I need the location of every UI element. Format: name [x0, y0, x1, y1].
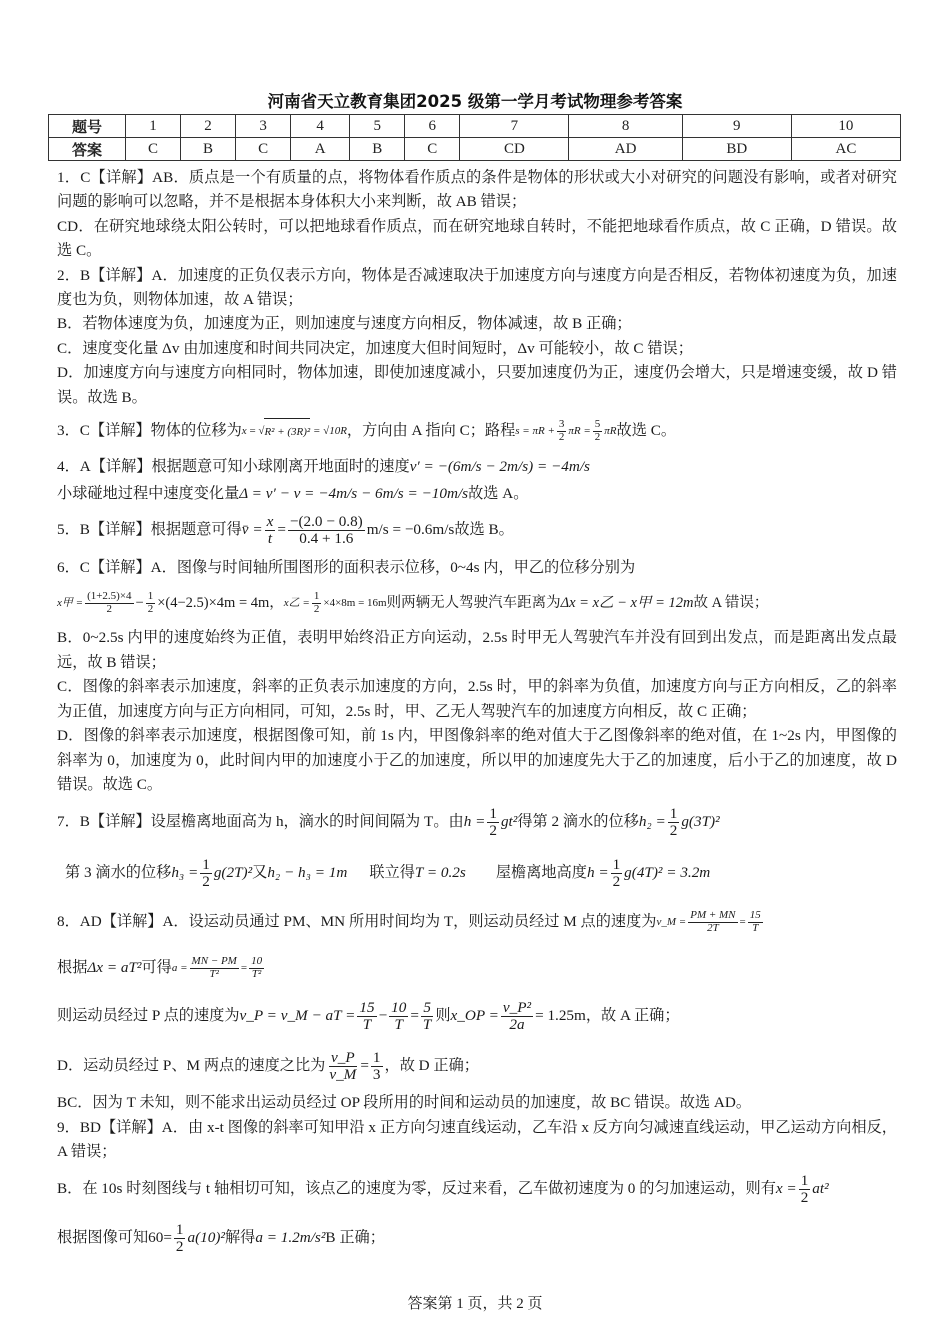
q4-explanation-line2 [57, 482, 897, 506]
q1-explanation-ab: 1．C【详解】AB．质点是一个有质量的点，将物体看作质点的条件是物体的形状或大小对研究的问题没有影响，或者对研究问题的影响可以忽略，并不是根据本身体积大小来判断，故 AB 错误； [57, 169, 897, 211]
q8-frac-10: $\frac{10}{T}$ [391, 998, 407, 1033]
q8-frac-a: $\frac{MN - PM}{\text{T²}}$ [191, 955, 237, 980]
q6-explanation-d: D．图像的斜率表示加速度，根据图像可知，前 1s 内，甲图像斜率的绝对值大于乙图像斜率的绝对值，在 1~2s 内，甲图像的斜率为 0，加速度为 0，此时间内甲的加速度小于乙的加速度，所以甲的加速度先大于乙的加速度，后小于乙的加速度，故 D 错误。故选 C。 [57, 727, 897, 793]
q7-h2-rhs: g(3T)² [681, 813, 720, 831]
q8-line2-prefix: 根据 [57, 959, 88, 977]
q4-delta-eq: Δ = v′ − v = −4m/s − 6m/s = −10m/s [239, 484, 469, 502]
q9-calc-prefix: 根据图像可知 [57, 1229, 149, 1247]
answer-cell: AC [791, 138, 900, 161]
q3-mid: ，方向由 A 指向 C；路程 [346, 421, 516, 439]
q7-h-final-rhs: g(4T)² = 3.2m [624, 864, 711, 882]
q9-calc-rhs: a(10)² [187, 1229, 225, 1247]
q3-suffix: 故选 C。 [616, 421, 677, 439]
q3-prefix: 3．C【详解】物体的位移为 [57, 421, 242, 439]
q6-xjia-lhs: x甲 = [57, 597, 84, 610]
q6-comma: ， [269, 595, 284, 612]
q8-eq4: = [360, 1057, 369, 1075]
q5-suffix: 故选 B。 [454, 520, 514, 538]
q8-explanation-line2 [57, 945, 897, 991]
q8-d-suffix: ，故 D 正确； [384, 1057, 479, 1075]
q6-frac1: $\frac{(1+2.5)\times 4}{2}$ [87, 590, 132, 615]
answer-table [48, 114, 901, 161]
q7-t-result: T = 0.2s [414, 864, 466, 882]
q4-prefix: 4．A【详解】根据题意可知小球刚离开地面时的速度 [57, 457, 410, 475]
question-number: 6 [405, 115, 460, 138]
answer-cell: C [126, 138, 181, 161]
q5-frac-x-t: $\frac{x}{t}$ [266, 512, 274, 547]
q7-h2-lhs: h₂ = [638, 813, 666, 831]
q3-explanation: 3．C【详解】物体的位移为 x = √ R² + (3R)² = √10R ，方向由 A 指向 C；路程 s = πR + $\frac{3}{2}$ πR = $\frac{5}{2}$ πR 故选 C。 [57, 418, 677, 443]
answer-cell: C [405, 138, 460, 161]
q8-frac-10-t2: $\frac{10}{\text{T²}}$ [251, 955, 263, 980]
q8-explanation-line3 [57, 991, 897, 1041]
q8-explanation-bc: BC．因为 T 未知，则不能求出运动员经过 OP 段所用的时间和运动员的加速度，故 BC 错误。故选 AD。 [57, 1094, 752, 1112]
q8-line2-mid: 可得 [141, 959, 172, 977]
q9-frac-half-1: $\frac{1}{2}$ [800, 1172, 809, 1207]
q8-xop-result: = 1.25m [535, 1007, 586, 1025]
q7-height-text: 屋檐离地高度 [495, 864, 587, 882]
q7-mid: 得第 2 滴水的位移 [517, 813, 639, 831]
answer-cell: CD [460, 138, 569, 161]
q8-minus: − [378, 1007, 388, 1025]
q8-frac-1-3: $\frac{1}{3}$ [372, 1048, 381, 1083]
q6-dx-eq: Δx = x乙 − x甲 = 12m [560, 595, 694, 612]
q7-solve-text: 联立得 [369, 864, 415, 882]
question-number: 10 [791, 115, 900, 138]
q7-explanation-line1 [57, 797, 897, 847]
q6-explanation-c: C．图像的斜率表示加速度，斜率的正负表示加速度的方向，2.5s 时，甲的斜率为负值，加速度方向与正方向相反，乙的斜率为正值，加速度方向与正方向相同，可知，2.5s 时，甲、乙无人驾驶汽车的加速度方向相反，故 C 正确； [57, 678, 897, 720]
q8-vm-lhs: v_M = [656, 916, 687, 929]
q8-eq1: = [739, 916, 746, 929]
q8-frac-5: $\frac{5}{T}$ [422, 998, 432, 1033]
question-number: 4 [291, 115, 350, 138]
question-number: 3 [236, 115, 291, 138]
q9-b-prefix: B．在 10s 时刻图线与 t 轴相切可知，该点乙的速度为零，反过来看，乙车做初速度为 0 的匀加速运动，则有 [57, 1180, 776, 1198]
q4-line2-prefix: 小球碰地过程中速度变化量 [57, 484, 240, 502]
q3-disp-sqrt: R² + (3R)² [264, 418, 310, 444]
q6-frac3: $\frac{1}{2}$ [313, 590, 320, 615]
q8-frac-15-t: $\frac{15}{T}$ [749, 909, 761, 934]
q7-prefix: 7．B【详解】设屋檐离地面高为 h，滴水的时间间隔为 T。由 [57, 813, 464, 831]
q7-line2-prefix: 第 3 滴水的位移 [65, 864, 172, 882]
q6-distance-text: 则两辆无人驾驶汽车距离为 [386, 595, 561, 612]
q8-explanation-line1 [57, 899, 897, 945]
q9-explanation-b-calc [57, 1215, 897, 1263]
q6-explanation-b: B．0~2.5s 内甲的速度始终为正值，表明甲始终沿正方向运动，2.5s 时甲无人驾驶汽车并没有回到出发点，而是距离出发点最远，故 B 错误； [57, 629, 897, 671]
q8-explanation-line4 [57, 1041, 897, 1091]
q7-h-final-lhs: h = [586, 864, 609, 882]
q9-x-lhs: x = [775, 1180, 797, 1198]
q5-frac-values: $\frac{-(2.0 - 0.8)}{0.4 + 1.6}$ [289, 512, 363, 547]
answer-cell: BD [682, 138, 791, 161]
q6-xyi-rest: ×4×8m = 16m [323, 597, 387, 610]
q1-explanation-cd: CD．在研究地球绕太阳公转时，可以把地球看作质点，而在研究地球自转时，不能把地球看作质点，故 C 正确，D 错误。故选 C。 [57, 217, 897, 260]
q8-line4-prefix: D．运动员经过 P、M 两点的速度之比为 [57, 1057, 326, 1075]
q8-a-suffix: ，故 A 正确； [585, 1007, 680, 1025]
q6-explanation-a-intro: 6．C【详解】A．图像与时间轴所围图形的面积表示位移，0~4s 内，甲乙的位移分别为 [57, 559, 636, 577]
q8-eq3: = [410, 1007, 419, 1025]
q3-disp-result: = √10R [312, 424, 347, 437]
q9-x-rhs: at² [812, 1180, 829, 1198]
q3-frac-5-2: $\frac{5}{2}$ [594, 418, 601, 443]
answer-cell: B [181, 138, 236, 161]
row-header-question: 题号 [49, 115, 126, 138]
q9-frac-half-2: $\frac{1}{2}$ [175, 1221, 184, 1256]
q8-prefix: 8．AD【详解】A．设运动员通过 PM、MN 所用时间均为 T，则运动员经过 M 点的速度为 [57, 913, 657, 931]
q8-frac-vm: $\frac{PM + MN}{2T}$ [690, 909, 736, 934]
question-number: 9 [682, 115, 791, 138]
answer-cell: B [350, 138, 405, 161]
q2-explanation-d: D．加速度方向与速度方向相同时，物体加速，即使加速度减小，只要加速度仍为正，速度仍会增大，只是增速变缓，故 D 错误。故选 B。 [57, 364, 897, 406]
q7-h3-rhs: g(2T)² [213, 864, 253, 882]
q7-h3-lhs: h₃ = [171, 864, 199, 882]
q9-calc-lhs: 60= [148, 1229, 172, 1247]
q6-xjia-rest: ×(4−2.5)×4m = 4m [157, 595, 270, 612]
row-header-answer: 答案 [49, 138, 126, 161]
q3-path-lhs: s = πR + [515, 424, 555, 437]
explanations [57, 166, 897, 1263]
question-number: 5 [350, 115, 405, 138]
q6-minus: − [135, 595, 144, 612]
q8-a-lhs: a = [171, 962, 188, 975]
q4-suffix: 故选 A。 [468, 484, 529, 502]
q5-rhs: m/s = −0.6m/s [366, 520, 455, 538]
q8-then: 则 [435, 1007, 451, 1025]
q6-a-suffix: 故 A 错误； [693, 595, 769, 612]
question-number: 7 [460, 115, 569, 138]
question-number: 8 [569, 115, 682, 138]
q7-and: 又 [252, 864, 268, 882]
q2-explanation-a: 2．B【详解】A．加速度的正负仅表示方向，物体是否减速取决于加速度方向与速度方向是否相反，若物体初速度为负，加速度也为负，则物体加速，故 A 错误； [57, 266, 897, 309]
q9-solve-text: 解得 [224, 1229, 256, 1247]
q3-frac-3-2: $\frac{3}{2}$ [558, 418, 565, 443]
answer-cell: C [236, 138, 291, 161]
q2-explanation-c: C．速度变化量 Δv 由加速度和时间共同决定，加速度大但时间短时，Δv 可能较小，故 C 错误； [57, 339, 693, 357]
q8-frac-vp-vm: $\frac{v\_P}{v\_M}$ [329, 1048, 357, 1083]
q6-displacement-eq [57, 580, 897, 626]
q2-explanation-b: B．若物体速度为负，加速度为正，则加速度与速度方向相反，物体减速，故 B 正确； [57, 315, 632, 333]
question-number: 2 [181, 115, 236, 138]
q8-dx-eq: Δx = aT² [87, 959, 142, 977]
q8-line3-prefix: 则运动员经过 P 点的速度为 [57, 1007, 240, 1025]
page-footer: 答案第 1 页，共 2 页 [407, 1296, 543, 1312]
q8-frac-15: $\frac{15}{T}$ [359, 998, 375, 1033]
q7-diff-eq: h₂ − h₃ = 1m [267, 864, 348, 882]
q4-explanation-line1 [57, 452, 897, 482]
answer-cell: AD [569, 138, 682, 161]
q3-path-end: πR [604, 424, 617, 437]
q8-frac-vp2-2a: $\frac{\text{v\_P²}}{2a}$ [502, 998, 532, 1033]
q4-velocity-eq: v′ = −(6m/s − 2m/s) = −4m/s [409, 457, 590, 475]
q8-xop-lhs: x_OP = [450, 1007, 499, 1025]
answer-cell: A [291, 138, 350, 161]
q5-lhs: v̄ = [241, 520, 263, 538]
q8-vp-lhs: v_P = v_M − aT = [239, 1007, 356, 1025]
q7-frac-half-4: $\frac{1}{2}$ [612, 855, 621, 890]
question-number-row [49, 115, 901, 138]
q5-prefix: 5．B【详解】根据题意可得 [57, 520, 242, 538]
q9-explanation-a: 9．BD【详解】A．由 x-t 图像的斜率可知甲沿 x 正方向匀速直线运动，乙车沿 x 反方向匀减速直线运动，甲乙运动方向相反，A 错误； [57, 1118, 897, 1161]
q7-frac-half-3: $\frac{1}{2}$ [202, 855, 210, 890]
document-title: 河南省天立教育集团2025 级第一学月考试物理参考答案 [267, 92, 683, 111]
q7-frac-half-2: $\frac{1}{2}$ [669, 804, 678, 839]
q8-eq2: = [240, 962, 248, 975]
q9-a-result: a = 1.2m/s² [255, 1229, 326, 1247]
q5-explanation: 5．B【详解】根据题意可得 v̄ = $\frac{x}{t}$ = $\frac{-(2.0 - 0.8)}{0.4 + 1.6}$ m/s = −0.6m/s 故选 B。 [57, 512, 514, 547]
q9-b-suffix: B 正确； [325, 1229, 385, 1247]
q7-frac-half-1: $\frac{1}{2}$ [489, 804, 497, 839]
q3-disp-lhs: x [241, 424, 247, 437]
q7-h-lhs: h = [463, 813, 486, 831]
answer-row [49, 138, 901, 161]
q6-frac2: $\frac{1}{2}$ [147, 590, 154, 615]
q7-h-rhs: gt² [500, 813, 518, 831]
q7-explanation-line2 [57, 847, 897, 899]
q9-explanation-b [57, 1165, 897, 1215]
question-number: 1 [126, 115, 181, 138]
q3-path-mid: πR = [568, 424, 591, 437]
q6-xyi-lhs: x乙 = [283, 597, 310, 610]
